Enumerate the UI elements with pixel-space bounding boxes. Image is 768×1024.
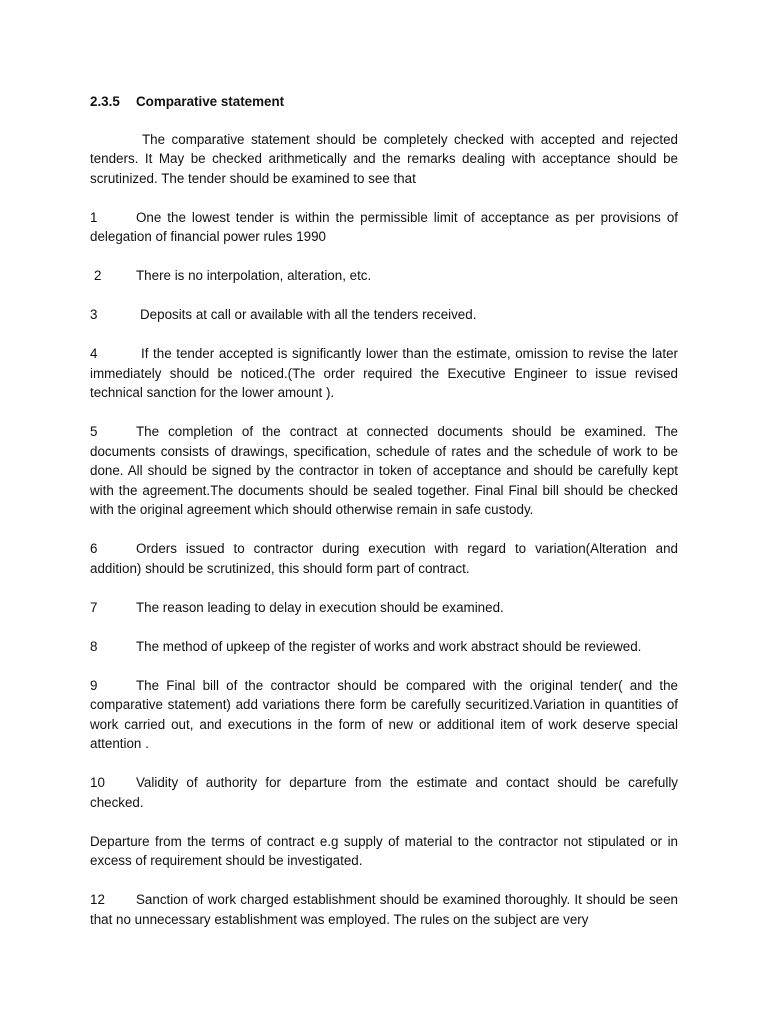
item-text: Deposits at call or available with all the tenders received. <box>140 307 477 322</box>
document-page <box>90 92 678 949</box>
list-item <box>90 305 678 325</box>
item-text: There is no interpolation, alteration, etc. <box>136 268 372 283</box>
list-item <box>90 208 678 247</box>
item-number: 3 <box>90 307 98 322</box>
list-item <box>90 890 678 929</box>
item-number: 9 <box>90 677 98 693</box>
list-item <box>90 598 678 618</box>
item-text: The reason leading to delay in execution should be examined. <box>136 599 504 615</box>
item-text: The completion of the contract at connected documents should be examined. The documents consists of drawings, specification, schedule of rates and the schedule of work to be done. All should be signed by the contractor in token of acceptance and should be carefully kept with the agreement.The documents should be sealed together. Final Final bill should be checked with the original agreement which should otherwise remain in safe custody. <box>90 424 678 517</box>
item-text: One the lowest tender is within the permissible limit of acceptance as per provisions of delegation of financial power rules 1990 <box>90 209 678 244</box>
section-number: 2.3.5 <box>90 94 120 109</box>
item-number: 5 <box>90 424 98 439</box>
list-item <box>90 676 678 754</box>
section-title: Comparative statement <box>136 94 285 109</box>
list-item <box>90 266 678 286</box>
item-text: If the tender accepted is significantly lower than the estimate, omission to revise the later immediately should be noticed.(The order required the Executive Engineer to issue revised technical sanction for the lower amount ). <box>90 346 678 400</box>
item-number: 12 <box>90 892 105 907</box>
item-number: 4 <box>90 346 98 361</box>
item-text: Sanction of work charged establishment should be examined thoroughly. It should be seen that no unnecessary establishment was employed. The rules on the subject are very <box>90 892 678 927</box>
item-text: Orders issued to contractor during execution with regard to variation(Alteration and addition) should be scrutinized, this should form part of contract. <box>90 541 678 576</box>
list-item <box>90 344 678 403</box>
item-text: Validity of authority for departure from the estimate and contact should be carefully checked. <box>90 775 678 810</box>
list-item <box>90 422 678 520</box>
item-text: The method of upkeep of the register of works and work abstract should be reviewed. <box>136 638 642 654</box>
item-number: 6 <box>90 541 98 556</box>
item-number: 2 <box>94 268 102 283</box>
item-text: The Final bill of the contractor should be compared with the original tender( and the comparative statement) add variations there form be carefully securitized.Variation in quantities of work carried out, and executions in the form of new or additional item of work deserve special attention . <box>90 677 678 751</box>
item-number: 7 <box>90 599 98 615</box>
item-number: 1 <box>90 209 98 225</box>
section-heading <box>90 92 678 112</box>
item-number: 10 <box>90 775 105 790</box>
intro-paragraph: The comparative statement should be completely checked with accepted and rejected tenders. It May be checked arithmetically and the remarks dealing with acceptance should be scrutinized. The tender should be examined to see that <box>90 131 678 186</box>
list-item <box>90 637 678 657</box>
item-number: 8 <box>90 638 98 654</box>
list-item <box>90 773 678 812</box>
departure-paragraph: Departure from the terms of contract e.g supply of material to the contractor not stipulated or in excess of requirement should be investigated. <box>90 833 678 868</box>
list-item <box>90 539 678 578</box>
